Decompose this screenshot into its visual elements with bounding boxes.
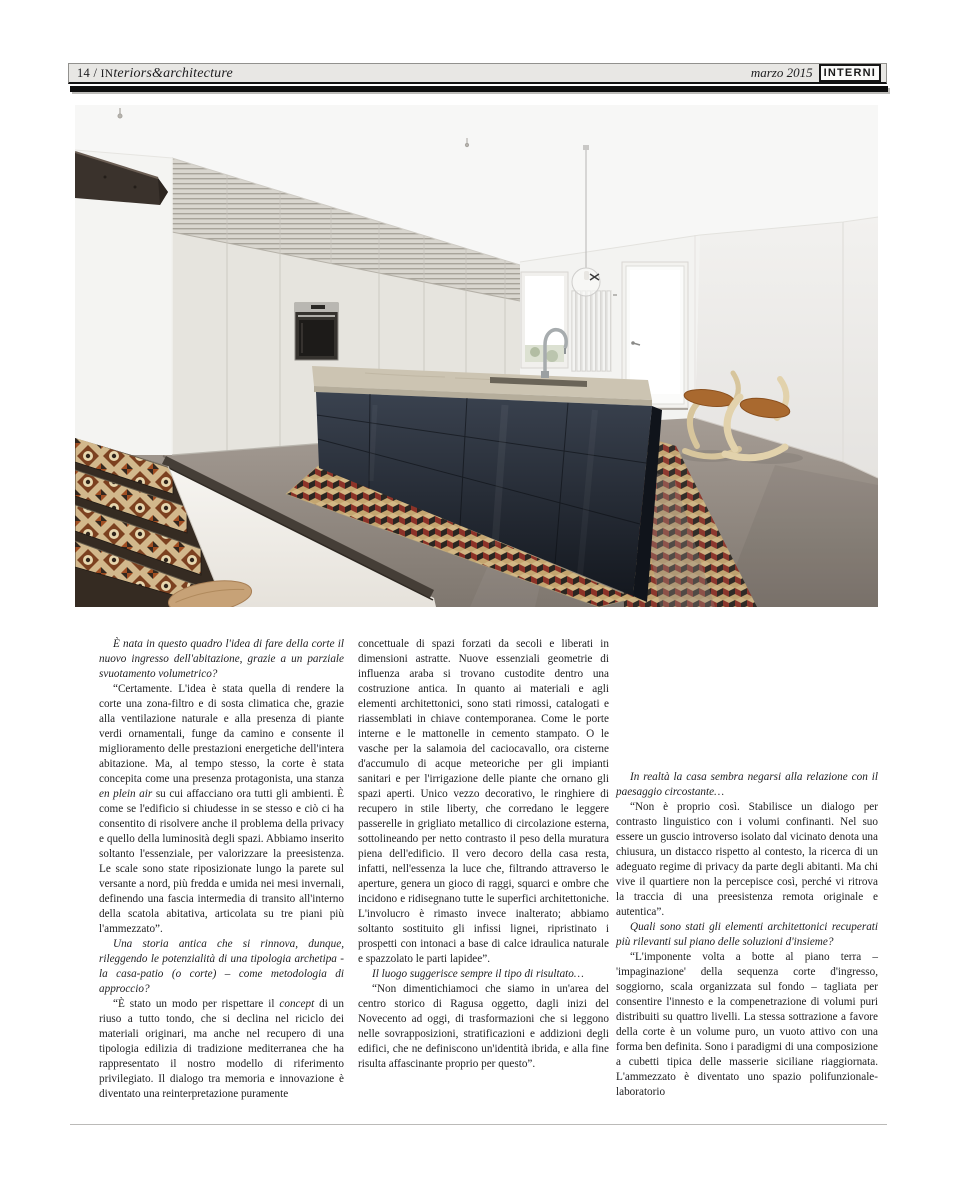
issue-info [751, 64, 881, 82]
header-rule [70, 86, 888, 92]
question-paragraph: È nata in questo quadro l'idea di fare della corte il nuovo ingresso dell'abitazione, grazie a un parziale svuotamento volumetrico? [99, 638, 344, 680]
issue-date: marzo 2015 [750, 65, 813, 80]
oven [295, 303, 338, 360]
answer-paragraph: concettuale di spazi forzati da secoli e liberati in dimensioni astratte. Nuove essenziali geometrie di influenza araba si trovano custodite dentro una costruzione antica. In quanto ai materiali e agli elementi architettonici, sono stati rimossi, catalogati e riassemblati in chiave contemporanea. Come le porte interne e le mattonelle in cemento stampato. O le vasche per la salamoia del caciocavallo, ora cisterne d'accumulo di acque meteoriche per gli impianti sanitari e per l'irrigazione delle piante che ornano gli spazi aperti. Unico vezzo decorativo, le ringhiere di recupero in stile liberty, che corredano le leggere passerelle in grigliato metallico di circolazione esterna, sottolineando per netto contrasto il peso della muratura piena dell'edificio. Il vero decoro della casa resta, infatti, nell'essenza la luce che, filtrando attraverso le aperture, genera un gioco di raggi, squarci e ombre che incidono e ridisegnano tutte le superfici architettoniche. L'involucro è rimasto invece inalterato; abbiamo soltanto sostituito gli infissi lignei, ripristinato i prospetti con intonaci a base di calce idraulica naturale e spazzolato le parti lapidee”. [358, 638, 609, 965]
footer-rule [70, 1124, 887, 1125]
kitchen-photo-illustration [75, 105, 878, 607]
answer-paragraph: “Non è proprio così. Stabilisce un dialogo per contrasto linguistico con i volumi confinanti. Nel suo essere un guscio introverso isolato dal vicinato denota una chiusura, un distacco rispetto al contesto, la ricerca di un adeguato regime di privacy da parte degli abitanti. Ma chi vive il quartiere non la percepisce così, perché vi ritrova la traccia di una preesistenza remota originale e autentica”. [616, 801, 878, 918]
section-prefix: IN [100, 67, 114, 80]
answer-paragraph: “Non dimentichiamoci che siamo in un'area del centro storico di Ragusa oggetto, dagli inizi del Novecento ad oggi, di trasformazioni che si leggono nelle sovrapposizioni, stratificazioni e addizioni degli edifici, che ne definiscono un'identità ibrida, e alla fine risulta affascinante proprio per questo”. [358, 983, 609, 1070]
page-number: 14 / [77, 65, 98, 80]
kitchen-photo [75, 105, 878, 607]
section-name: teriors&architecture [113, 65, 233, 81]
question-paragraph: In realtà la casa sembra negarsi alla relazione con il paesaggio circostante… [616, 771, 878, 798]
magazine-logo: INTERNI [819, 64, 881, 82]
article-column-1 [99, 637, 344, 1102]
answer-paragraph: “Certamente. L'idea è stata quella di rendere la corte una zona-filtro e di sosta climatica che, grazie alla ventilazione naturale e alla presenza di piante verdi ornamentali, funge da camino e consente il miglioramento delle prestazioni energetiche dell'intera abitazione. Ma, al tempo stesso, la corte è stata concepita come una presenza protagonista, una stanza en plein air su cui affacciano ora tutti gli ambienti. È come se l'edificio si chiudesse in se stesso e ciò ci ha consentito di risolvere anche il problema della privacy e quello della luminosità degli spazi. Abbiamo inserito soltanto l'essenziale, per valorizzare la preesistenza. Le scale sono state riposizionate lungo la parete sul versante a nord, più fredda e umida nei mesi invernali, definendo una fascia intermedia di transito all'interno della scatola abitativa, articolata su tre piani più l'ammezzato”. [99, 683, 344, 935]
article-column-3 [616, 770, 878, 1100]
article-column-2 [358, 637, 609, 1072]
page-header [68, 63, 887, 84]
question-paragraph: Quali sono stati gli elementi architettonici recuperati più rilevanti sul piano delle soluzioni d'insieme? [616, 921, 878, 948]
radiator [571, 290, 617, 372]
section-title [77, 65, 233, 82]
answer-paragraph: “L'imponente volta a botte al piano terra – 'impaginazione' della sequenza corte d'ingresso, soggiorno, scala organizzata sul fondo – tagliata per consentire l'innesto e la compenetrazione di volumi puri distribuiti su quattro livelli. La stessa sottrazione a favore della corte è un volume puro, un vuoto attivo con una forma ben definita. Sono i paradigmi di una composizione a cubetti tipica delle masserie siciliane riaggiornata. L'ammezzato è diventato uno spazio polifunzionale-laboratorio [616, 951, 878, 1098]
answer-paragraph: “È stato un modo per rispettare il concept di un riuso a tutto tondo, che si declina nel riciclo dei materiali originari, ma anche nel recupero di una tipologia edilizia di tradizione mediterranea che ha rappresentato il nostro modello di riferimento privilegiato. Il dialogo tra memoria e innovazione è diventato una reinterpretazione puramente [99, 998, 344, 1100]
question-paragraph: Una storia antica che si rinnova, dunque, rileggendo le potenzialità di una tipologia archetipa - la casa-patio (o corte) – come metodologia di approccio? [99, 938, 344, 995]
question-paragraph: Il luogo suggerisce sempre il tipo di risultato… [372, 968, 584, 980]
